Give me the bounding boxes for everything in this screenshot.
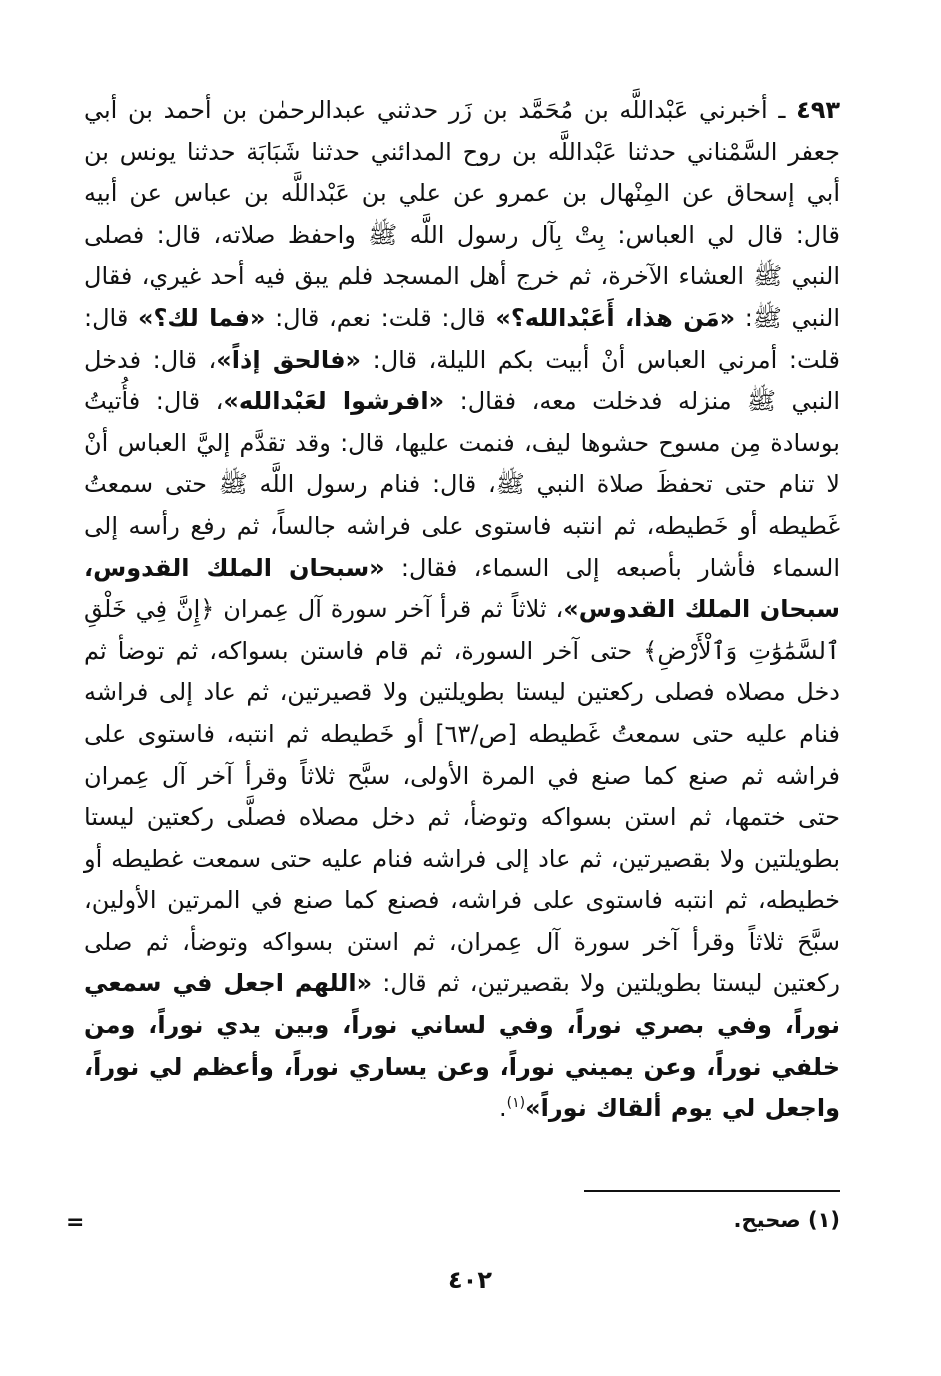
narration-segment-5: ، قال: فأُتيتُ بوسادة مِن مسوح حشوها ليف، فنمت عليها، قال: وقد تقدَّم إليَّ العباس أنْ لا تنام حتى تحفظَ صلاة النبي ﷺ، قال: فنام رسول اللَّه ﷺ حتى سمعتُ غَطيطه أو خَطيطه، ثم انتبه فاستوى على فراشه جالساً، ثم رفع رأسه إلى السماء فأشار بأصبعه إلى السماء، فقال: (84, 387, 840, 582)
footnote-separator-line (584, 1190, 840, 1192)
prophet-quote-subhan: «سبحان الملك القدوس، سبحان الملك القدوس» (84, 553, 840, 624)
prophet-dua-light: «اللهم اجعل في سمعي نوراً، وفي بصري نوراً، وفي لساني نوراً، وبين يدي نوراً، ومن خلفي نوراً، وعن يميني نوراً، وعن يساري نوراً، وأعظم لي نوراً، واجعل لي يوم ألقاك نوراً» (84, 969, 840, 1123)
narration-segment-6: ، ثلاثاً ثم قرأ آخر سورة آل عِمران ﴿إِنَّ فِي خَلْقِ ٱلسَّمَٰوَٰتِ وَٱلْأَرْضِ﴾ حتى آخر السورة، ثم قام فاستن بسواكه، ثم توضأ ثم دخل مصلاه فصلى ركعتين ليستا بطويلتين ولا قصيرتين، ثم عاد إلى فراشه فنام عليه حتى سمعتُ غَطيطه [ص/٦٣] أو خَطيطه ثم انتبه، فاستوى على فراشه ثم صنع كما صنع في المرة الأولى، سبَّح ثلاثاً وقرأ آخر آل عِمران حتى ختمها، ثم استن بسواكه وتوضأ، ثم دخل مصلاه فصلَّى ركعتين ليستا بطويلتين ولا بقصيرتين، ثم عاد إلى فراشه فنام عليه حتى سمعت غطيطه أو خطيطه، ثم انتبه فاستوى على فراشه، فصنع كما صنع في المرتين الأولين، سبَّحَ ثلاثاً وقرأ آخر سورة آل عِمران، ثم استن بسواكه وتوضأ، ثم صلى ركعتين ليستا بطويلتين ولا بقصيرتين، ثم قال: (84, 595, 841, 998)
hadith-paragraph (84, 90, 840, 1130)
narration-segment-2: قال: قلت: نعم، قال: (265, 303, 496, 332)
hadith-text (84, 90, 840, 1130)
paragraph-end: . (498, 1094, 507, 1123)
narration-segment-1: أخبرني عَبْداللَّه بن مُحَمَّد بن زَر حدثني عبدالرحمٰن بن أحمد بن أبي جعفر السَّمْناني حدثنا عَبْداللَّه بن روح المدائني حدثنا شَبَابَة حدثنا يونس بن أبي إسحاق عن المِنْهال بن عمرو عن علي بن عَبْداللَّه بن عباس عن أبيه قال: قال لي العباس: بِتْ بِآل رسول اللَّه ﷺ واحفظ صلاته، قال: فصلى النبي ﷺ العشاء الآخرة، ثم خرج أهل المسجد فلم يبق فيه أحد غيري، فقال النبي ﷺ: (84, 96, 840, 332)
narration-segment-4: ، قال: فدخل النبي ﷺ منزله فدخلت معه، فقال: (84, 345, 841, 416)
prophet-quote-who-is-this: «مَن هذا، أَعَبْدالله؟» (495, 303, 736, 332)
continuation-mark: = (66, 1210, 85, 1235)
page-number: ٤٠٢ (448, 1266, 492, 1294)
prophet-quote-what-is-with-you: «فما لك؟» (137, 303, 266, 332)
footnote-reference: (١) (506, 1095, 526, 1112)
hadith-number: ٤٩٣ (796, 96, 841, 124)
narration-segment-3: قال: قلت: أمرني العباس أنْ أبيت بكم الليلة، قال: (84, 303, 840, 374)
prophet-quote-follow: «فالحق إذاً» (216, 345, 362, 374)
footnote: (١) صحيح. (733, 1208, 840, 1232)
prophet-quote-spread-bedding: «افرشوا لعَبْدالله» (223, 387, 445, 416)
hadith-separator: ـ (767, 96, 797, 124)
